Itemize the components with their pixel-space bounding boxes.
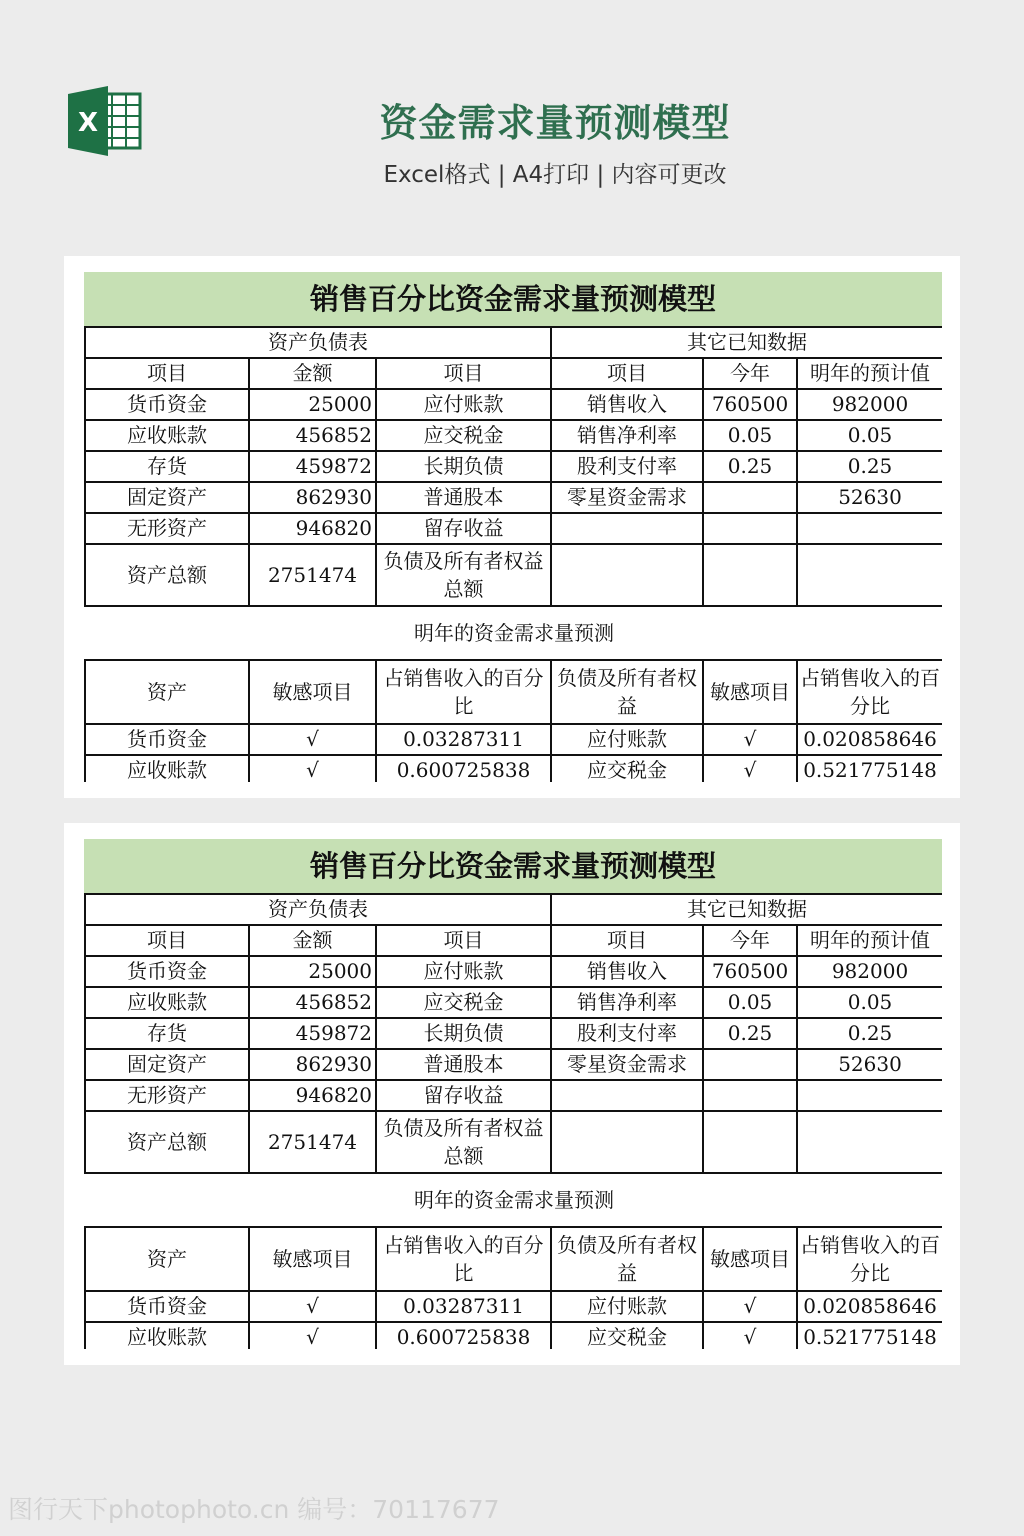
asset-amount: 459872 <box>249 451 376 482</box>
empty-cell <box>551 544 703 606</box>
other-item <box>551 513 703 544</box>
sheet-preview-1 <box>64 256 960 798</box>
fc-col-pct: 占销售收入的百分比 <box>797 1227 942 1291</box>
table-row <box>85 606 942 660</box>
watermark: 图行天下photophoto.cn 编号：70117677 <box>8 1495 500 1524</box>
asset-amount: 862930 <box>249 482 376 513</box>
col-item: 项目 <box>85 358 249 389</box>
check-mark: √ <box>703 755 797 782</box>
liability-item: 留存收益 <box>376 513 551 544</box>
table-row <box>85 956 942 987</box>
fc-pct-value: 0.521775148 <box>797 755 942 782</box>
fc-col-asset: 资产 <box>85 660 249 724</box>
asset-item: 货币资金 <box>85 389 249 420</box>
total-assets-amount: 2751474 <box>249 1111 376 1173</box>
fc-liability-item: 应付账款 <box>551 724 703 755</box>
fc-pct-value: 0.020858646 <box>797 1291 942 1322</box>
sheet-title: 销售百分比资金需求量预测模型 <box>84 272 942 326</box>
fc-col-sensitive: 敏感项目 <box>249 1227 376 1291</box>
table-row <box>85 1291 942 1322</box>
table-row <box>85 724 942 755</box>
table-row <box>85 327 942 358</box>
asset-item: 固定资产 <box>85 482 249 513</box>
table-row <box>85 755 942 782</box>
check-mark: √ <box>703 724 797 755</box>
fc-pct-value: 0.600725838 <box>376 1322 551 1349</box>
other-data-header: 其它已知数据 <box>551 894 942 925</box>
asset-item: 存货 <box>85 1018 249 1049</box>
next-year-value: 0.05 <box>797 987 942 1018</box>
this-year-value: 0.05 <box>703 987 797 1018</box>
logo-letter: X <box>77 108 99 138</box>
empty-cell <box>797 1111 942 1173</box>
excel-logo-icon <box>68 86 142 156</box>
this-year-value <box>703 1080 797 1111</box>
col-item: 项目 <box>376 925 551 956</box>
next-year-value: 52630 <box>797 482 942 513</box>
this-year-value <box>703 482 797 513</box>
next-year-value <box>797 1080 942 1111</box>
fc-pct-value: 0.020858646 <box>797 724 942 755</box>
table-row <box>85 513 942 544</box>
fc-col-liability: 负债及所有者权益 <box>551 660 703 724</box>
fc-asset-item: 货币资金 <box>85 724 249 755</box>
this-year-value <box>703 1049 797 1080</box>
fc-pct-value: 0.600725838 <box>376 755 551 782</box>
sheet-preview-2 <box>64 823 960 1365</box>
liability-item: 应付账款 <box>376 956 551 987</box>
fc-pct-value: 0.03287311 <box>376 724 551 755</box>
forecast-section-header: 明年的资金需求量预测 <box>85 606 942 660</box>
model-table <box>84 326 942 782</box>
liabilities-equity-total-label: 负债及所有者权益总额 <box>376 1111 551 1173</box>
empty-cell <box>551 1111 703 1173</box>
liability-item: 普通股本 <box>376 482 551 513</box>
check-mark: √ <box>249 1291 376 1322</box>
next-year-value: 0.25 <box>797 1018 942 1049</box>
col-item: 项目 <box>376 358 551 389</box>
next-year-value <box>797 513 942 544</box>
fc-col-asset: 资产 <box>85 1227 249 1291</box>
asset-item: 货币资金 <box>85 956 249 987</box>
table-row <box>85 1173 942 1227</box>
fc-col-sensitive: 敏感项目 <box>249 660 376 724</box>
fc-liability-item: 应交税金 <box>551 1322 703 1349</box>
next-year-value: 982000 <box>797 956 942 987</box>
asset-amount: 456852 <box>249 987 376 1018</box>
check-mark: √ <box>249 1322 376 1349</box>
fc-asset-item: 货币资金 <box>85 1291 249 1322</box>
liability-item: 应交税金 <box>376 987 551 1018</box>
liability-item: 留存收益 <box>376 1080 551 1111</box>
other-data-header: 其它已知数据 <box>551 327 942 358</box>
this-year-value: 0.05 <box>703 420 797 451</box>
asset-amount: 25000 <box>249 389 376 420</box>
col-this-year: 今年 <box>703 358 797 389</box>
fc-asset-item: 应收账款 <box>85 755 249 782</box>
fc-col-pct: 占销售收入的百分比 <box>376 660 551 724</box>
fc-col-sensitive: 敏感项目 <box>703 660 797 724</box>
table-row <box>85 894 942 925</box>
asset-amount: 946820 <box>249 513 376 544</box>
table-row <box>85 451 942 482</box>
empty-cell <box>703 1111 797 1173</box>
table-row <box>85 1018 942 1049</box>
asset-amount: 25000 <box>249 956 376 987</box>
this-year-value: 0.25 <box>703 451 797 482</box>
asset-amount: 862930 <box>249 1049 376 1080</box>
this-year-value: 760500 <box>703 956 797 987</box>
asset-item: 无形资产 <box>85 513 249 544</box>
asset-amount: 946820 <box>249 1080 376 1111</box>
check-mark: √ <box>703 1291 797 1322</box>
fc-liability-item: 应交税金 <box>551 755 703 782</box>
sheet-title: 销售百分比资金需求量预测模型 <box>84 839 942 893</box>
other-item: 销售收入 <box>551 389 703 420</box>
total-assets-label: 资产总额 <box>85 1111 249 1173</box>
col-item: 项目 <box>551 358 703 389</box>
asset-item: 应收账款 <box>85 987 249 1018</box>
liability-item: 长期负债 <box>376 451 551 482</box>
fc-pct-value: 0.521775148 <box>797 1322 942 1349</box>
table-row <box>85 1227 942 1291</box>
table-row <box>85 389 942 420</box>
other-item: 股利支付率 <box>551 451 703 482</box>
fc-col-pct: 占销售收入的百分比 <box>376 1227 551 1291</box>
table-row <box>85 544 942 606</box>
asset-item: 应收账款 <box>85 420 249 451</box>
spreadsheet <box>84 839 942 1349</box>
table-row <box>85 1049 942 1080</box>
total-assets-amount: 2751474 <box>249 544 376 606</box>
asset-amount: 459872 <box>249 1018 376 1049</box>
other-item: 销售净利率 <box>551 987 703 1018</box>
balance-sheet-header: 资产负债表 <box>85 327 551 358</box>
fc-pct-value: 0.03287311 <box>376 1291 551 1322</box>
next-year-value: 0.25 <box>797 451 942 482</box>
page-title: 资金需求量预测模型 <box>379 101 731 145</box>
other-item <box>551 1080 703 1111</box>
asset-item: 存货 <box>85 451 249 482</box>
liabilities-equity-total-label: 负债及所有者权益总额 <box>376 544 551 606</box>
model-table <box>84 893 942 1349</box>
col-amount: 金额 <box>249 358 376 389</box>
table-row <box>85 482 942 513</box>
col-next-year: 明年的预计值 <box>797 925 942 956</box>
table-row <box>85 420 942 451</box>
asset-item: 固定资产 <box>85 1049 249 1080</box>
liability-item: 应交税金 <box>376 420 551 451</box>
table-row <box>85 358 942 389</box>
col-this-year: 今年 <box>703 925 797 956</box>
table-row <box>85 1322 942 1349</box>
empty-cell <box>703 544 797 606</box>
col-amount: 金额 <box>249 925 376 956</box>
other-item: 零星资金需求 <box>551 482 703 513</box>
next-year-value: 982000 <box>797 389 942 420</box>
empty-cell <box>797 544 942 606</box>
other-item: 销售收入 <box>551 956 703 987</box>
fc-liability-item: 应付账款 <box>551 1291 703 1322</box>
other-item: 股利支付率 <box>551 1018 703 1049</box>
table-row <box>85 987 942 1018</box>
this-year-value: 760500 <box>703 389 797 420</box>
forecast-section-header: 明年的资金需求量预测 <box>85 1173 942 1227</box>
check-mark: √ <box>703 1322 797 1349</box>
check-mark: √ <box>249 755 376 782</box>
balance-sheet-header: 资产负债表 <box>85 894 551 925</box>
other-item: 零星资金需求 <box>551 1049 703 1080</box>
fc-col-sensitive: 敏感项目 <box>703 1227 797 1291</box>
asset-item: 无形资产 <box>85 1080 249 1111</box>
asset-amount: 456852 <box>249 420 376 451</box>
col-item: 项目 <box>551 925 703 956</box>
fc-col-liability: 负债及所有者权益 <box>551 1227 703 1291</box>
next-year-value: 0.05 <box>797 420 942 451</box>
liability-item: 应付账款 <box>376 389 551 420</box>
this-year-value: 0.25 <box>703 1018 797 1049</box>
table-row <box>85 660 942 724</box>
page-subtitle: Excel格式 | A4打印 | 内容可更改 <box>383 162 727 188</box>
other-item: 销售净利率 <box>551 420 703 451</box>
table-row <box>85 1111 942 1173</box>
check-mark: √ <box>249 724 376 755</box>
fc-col-pct: 占销售收入的百分比 <box>797 660 942 724</box>
col-next-year: 明年的预计值 <box>797 358 942 389</box>
col-item: 项目 <box>85 925 249 956</box>
this-year-value <box>703 513 797 544</box>
table-row <box>85 1080 942 1111</box>
fc-asset-item: 应收账款 <box>85 1322 249 1349</box>
liability-item: 长期负债 <box>376 1018 551 1049</box>
total-assets-label: 资产总额 <box>85 544 249 606</box>
table-row <box>85 925 942 956</box>
next-year-value: 52630 <box>797 1049 942 1080</box>
spreadsheet <box>84 272 942 782</box>
liability-item: 普通股本 <box>376 1049 551 1080</box>
